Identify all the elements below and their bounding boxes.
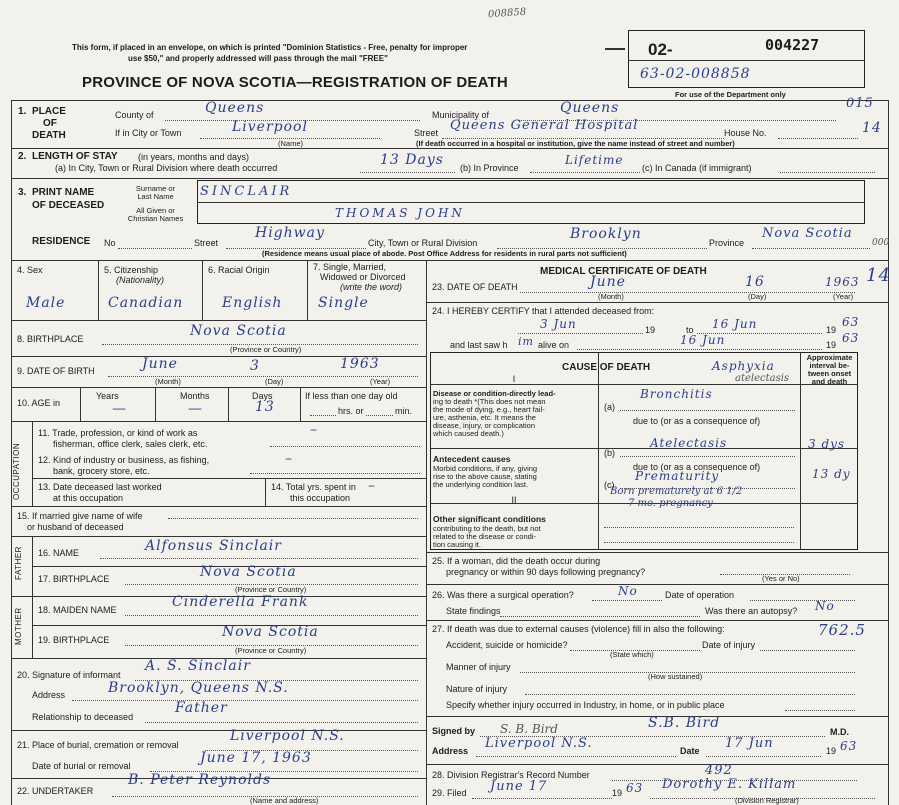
occ-14-dash: – <box>368 478 376 494</box>
disease-label-2: ing to death *(This does not mean <box>433 397 546 406</box>
approx-3: tween onset <box>807 369 852 378</box>
occ-13-label-1: 13. Date deceased last worked <box>38 482 162 492</box>
signed-by-label: Signed by <box>432 726 476 736</box>
burial-place-value: Liverpool N.S. <box>230 728 345 744</box>
stay-province-value: Lifetime <box>565 153 624 167</box>
attended-to: 16 Jun <box>712 317 758 331</box>
occ-14-label-1: 14. Total yrs. spent in <box>271 482 356 492</box>
other-sub-3: tion causing it. <box>433 540 481 549</box>
attended-from: 3 Jun <box>540 317 577 331</box>
cause-c-label: (c) <box>604 480 615 490</box>
surname-label-1: Surname or <box>135 184 176 193</box>
given-label-2: Christian Names <box>127 214 184 223</box>
alive-on-label: alive on <box>538 340 570 350</box>
res-no-label: No <box>104 238 116 248</box>
residence-title: RESIDENCE <box>32 236 91 247</box>
undertaker-sub: (Name and address) <box>250 796 319 805</box>
occ-11-label-1: 11. Trade, profession, or kind of work as <box>38 428 198 438</box>
operation-date-label: Date of operation <box>665 590 735 600</box>
cause-asphyxia: Asphyxia <box>712 359 775 373</box>
less-than-day-label: If less than one day old <box>305 391 398 401</box>
how-sustained-sub: (How sustained) <box>648 672 703 681</box>
dob-month-sub: (Month) <box>155 377 181 386</box>
house-no-label: House No. <box>724 128 767 138</box>
res-province-value: Nova Scotia <box>762 226 853 241</box>
house-no-value: 14 <box>862 120 882 136</box>
approx-2: interval be- <box>809 361 850 370</box>
filed-year: 63 <box>626 781 644 795</box>
cause-b-value: Atelectasis <box>650 436 728 450</box>
marital-value: Single <box>318 295 369 311</box>
municipality-value: Queens <box>560 100 620 116</box>
mother-name-label: 18. MAIDEN NAME <box>38 605 117 615</box>
citizenship-label: 5. Citizenship <box>104 265 159 275</box>
filed-19: 19 <box>612 788 623 798</box>
operation-label: 26. Was there a surgical operation? <box>432 590 574 600</box>
division-registrar-signature: Dorothy E. Killam <box>662 777 797 792</box>
father-name-label: 16. NAME <box>38 548 80 558</box>
disease-label-1: Disease or condition-directly lead- <box>433 389 556 398</box>
division-registrar-sub: (Division Registrar) <box>735 796 799 805</box>
res-city-label: City, Town or Rural Division <box>368 238 478 248</box>
other-sub-1: contributing to the death, but not <box>433 524 541 533</box>
marital-label-1: 7. Single, Married, <box>313 262 387 272</box>
pregnancy-label-1: 25. If a woman, did the death occur during <box>432 556 601 566</box>
physician-signature: S.B. Bird <box>648 715 721 731</box>
yes-no-sub: (Yes or No) <box>762 574 800 583</box>
manner-label: Manner of injury <box>446 662 511 672</box>
approx-4: and death <box>811 377 848 386</box>
municipality-label: Municipality of <box>432 110 490 120</box>
external-code: 762.5 <box>818 621 866 639</box>
date-of-death-label: 23. DATE OF DEATH <box>432 282 518 292</box>
dod-year-sub: (Year) <box>833 292 854 301</box>
father-birthplace-label: 17. BIRTHPLACE <box>38 574 110 584</box>
signed-by-print: S. B. Bird <box>500 722 558 736</box>
nature-label: Nature of injury <box>446 684 508 694</box>
racial-origin-value: English <box>222 295 283 311</box>
length-of-stay-sub: (in years, months and days) <box>138 152 250 162</box>
burial-date-value: June 17, 1963 <box>200 750 312 766</box>
dod-year: 1963 <box>825 275 860 289</box>
dod-day: 16 <box>745 274 765 290</box>
county-value: Queens <box>205 100 265 116</box>
disease-label-3: the mode of dying, e.g., heart fail- <box>433 405 545 414</box>
medical-cert-title: MEDICAL CERTIFICATE OF DEATH <box>540 266 707 277</box>
birthplace-label: 8. BIRTHPLACE <box>17 334 84 344</box>
burial-date-label: Date of burial or removal <box>32 761 131 771</box>
mother-birthplace-label: 19. BIRTHPLACE <box>38 635 110 645</box>
dod-day-sub: (Day) <box>748 292 767 301</box>
occ-12-label-2: bank, grocery store, etc. <box>53 466 150 476</box>
father-name-value: Alfonsus Sinclair <box>145 538 282 554</box>
place-of-death-title: PLACE <box>32 106 66 117</box>
stamp-top: 008858 <box>487 6 527 21</box>
disease-label-4: ure, asthenia, etc. It means the <box>433 413 536 422</box>
dob-day: 3 <box>250 358 260 374</box>
undertaker-label: 22. UNDERTAKER <box>17 786 94 796</box>
occ-12-dash: – <box>285 451 293 467</box>
min-label: min. <box>395 406 413 416</box>
informant-address-value: Brooklyn, Queens N.S. <box>108 680 289 696</box>
county-label: County of <box>115 110 154 120</box>
father-side-label: FATHER <box>14 546 23 580</box>
attended-to-19: 19 <box>826 325 837 335</box>
cause-of-death-title: CAUSE OF DEATH <box>562 362 651 373</box>
city-value: Liverpool <box>232 119 308 135</box>
cause-a-value: Bronchitis <box>640 387 713 401</box>
occ-13-label-2: at this occupation <box>53 493 124 503</box>
physician-address-label: Address <box>432 746 469 756</box>
form-title: PROVINCE OF NOVA SCOTIA—REGISTRATION OF DEATH <box>82 74 508 91</box>
dob-year: 1963 <box>340 356 380 372</box>
state-findings-label: State findings <box>446 606 501 616</box>
informant-address-label: Address <box>32 690 66 700</box>
city-label: If in City or Town <box>115 128 182 138</box>
occ-12-label-1: 12. Kind of industry or business, as fishing, <box>38 455 210 465</box>
cause-c-interval: 13 dy <box>812 467 851 481</box>
municipality-code: 015 <box>846 96 874 111</box>
occ-14-label-2: this occupation <box>290 493 351 503</box>
part-2-label: II <box>511 495 517 505</box>
citizenship-value: Canadian <box>108 295 184 311</box>
filed-label: 29. Filed <box>432 788 467 798</box>
external-causes-label: 27. If death was due to external causes (violence) fill in also the following: <box>432 624 725 634</box>
specify-label: Specify whether injury occurred in Industry, in home, or in public place <box>446 700 725 710</box>
last-saw-date: 16 Jun <box>680 333 726 347</box>
registrar-record-label: 28. Division Registrar's Record Number <box>432 770 590 780</box>
cause-b-interval: 3 dys <box>808 437 846 451</box>
dob-year-sub: (Year) <box>370 377 391 386</box>
stay-city-label: (a) In City, Town or Rural Division where death occurred <box>55 163 278 173</box>
burial-place-label: 21. Place of burial, cremation or removal <box>17 740 179 750</box>
birthplace-sub: (Province or Country) <box>230 345 302 354</box>
spouse-label-2: or husband of deceased <box>27 522 124 532</box>
print-name-title: PRINT NAME <box>32 187 95 198</box>
res-province-label: Province <box>709 238 745 248</box>
mother-birthplace-value: Nova Scotia <box>222 624 319 640</box>
place-of-death-death: DEATH <box>32 130 66 141</box>
attended-to-label: to <box>686 325 694 335</box>
s1-num: 1. <box>18 106 27 117</box>
dept-use-label: For use of the Department only <box>675 90 786 99</box>
cause-a-label: (a) <box>604 402 615 412</box>
s2-num: 2. <box>18 151 27 162</box>
length-of-stay-title: LENGTH OF STAY <box>32 151 118 162</box>
reg-prefix: 02- <box>648 40 673 59</box>
last-saw-label: and last saw h <box>450 340 508 350</box>
due-to-a: due to (or as a consequence of) <box>633 416 761 426</box>
other-cond-2: 7 mo. pregnancy <box>628 498 713 509</box>
surname-value: SINCLAIR <box>200 184 293 199</box>
residence-note: (Residence means usual place of abode. Post Office Address for residents in rural parts not sufficient) <box>262 249 627 258</box>
occ-11-label-2: fisherman, office clerk, sales clerk, etc. <box>53 439 208 449</box>
stay-city-value: 13 Days <box>380 152 444 168</box>
given-value: THOMAS JOHN <box>335 206 465 220</box>
disease-label-5: disease, injury, or complication <box>433 421 535 430</box>
notice-line-1: This form, if placed in an envelope, on which is printed "Dominion Statistics - Free, penalty for improper <box>72 43 468 52</box>
autopsy-value: No <box>815 599 835 613</box>
age-years-value: — <box>112 401 127 417</box>
res-street-value: Highway <box>255 225 325 241</box>
undertaker-value: B. Peter Reynolds <box>128 772 272 788</box>
other-cond-1: Born prematurely at 6 1/2 <box>610 486 743 497</box>
last-saw-him: im <box>518 335 534 348</box>
last-saw-19: 19 <box>826 340 837 350</box>
hospital-value: Queens General Hospital <box>450 118 639 133</box>
filed-value: June 17 <box>490 779 548 794</box>
sign-19: 19 <box>826 746 837 756</box>
s3-num: 3. <box>18 187 27 198</box>
spouse-label-1: 15. If married give name of wife <box>17 511 143 521</box>
occupation-side-label: OCCUPATION <box>12 442 21 500</box>
res-street-label: Street <box>194 238 219 248</box>
other-sub-2: related to the disease or condi- <box>433 532 536 541</box>
city-name-sub: (Name) <box>278 139 304 148</box>
antecedent-sub-2: rise to the above cause, stating <box>433 472 537 481</box>
sex-label: 4. Sex <box>17 265 43 275</box>
birthplace-value: Nova Scotia <box>190 323 287 339</box>
attended-from-19: 19 <box>645 325 656 335</box>
age-days-value: 13 <box>255 399 275 415</box>
age-days-label: Days <box>252 391 273 401</box>
approx-1: Approximate <box>806 353 853 362</box>
dob-day-sub: (Day) <box>265 377 284 386</box>
cause-atelectasis-small: atelectasis <box>735 373 790 384</box>
sex-value: Male <box>26 295 66 311</box>
mother-name-value: Cinderella Frank <box>172 594 309 610</box>
nationality-label: (Nationality) <box>116 275 165 285</box>
dob-month: June <box>142 356 178 372</box>
age-years-label: Years <box>96 391 119 401</box>
dod-month: June <box>590 274 626 290</box>
surname-label-2: Last Name <box>137 192 174 201</box>
racial-origin-label: 6. Racial Origin <box>208 265 270 275</box>
antecedent-sub-3: the underlying condition last. <box>433 480 529 489</box>
age-months-label: Months <box>180 391 210 401</box>
reg-handwritten: 63-02-008858 <box>640 66 751 82</box>
certify-label: 24. I HEREBY CERTIFY that I attended deceased from: <box>432 306 655 316</box>
dod-month-sub: (Month) <box>598 292 624 301</box>
relationship-label: Relationship to deceased <box>32 712 134 722</box>
other-cond-label: Other significant conditions <box>433 514 546 524</box>
mother-side-label: MOTHER <box>14 607 23 645</box>
mother-birthplace-sub: (Province or Country) <box>235 646 307 655</box>
stay-province-label: (b) In Province <box>460 163 519 173</box>
relationship-value: Father <box>175 700 228 716</box>
last-saw-year: 63 <box>842 331 860 345</box>
dod-code: 14 <box>866 265 891 286</box>
attended-to-year: 63 <box>842 315 860 329</box>
registrar-record-value: 492 <box>705 763 733 778</box>
autopsy-label: Was there an autopsy? <box>705 606 798 616</box>
father-birthplace-sub: (Province or Country) <box>235 585 307 594</box>
dob-label: 9. DATE OF BIRTH <box>17 366 95 376</box>
street-label: Street <box>414 128 439 138</box>
state-which-sub: (State which) <box>610 650 654 659</box>
due-to-b: due to (or as a consequence of) <box>633 462 761 472</box>
sign-year: 63 <box>840 739 858 753</box>
physician-address-value: Liverpool N.S. <box>485 736 593 751</box>
given-label-1: All Given or <box>136 206 175 215</box>
antecedent-sub-1: Morbid conditions, if any, giving <box>433 464 538 473</box>
cause-b-label: (b) <box>604 448 615 458</box>
age-months-value: — <box>188 401 203 417</box>
informant-label: 20. Signature of informant <box>17 670 121 680</box>
place-of-death-of: OF <box>43 118 57 129</box>
md-label: M.D. <box>830 727 849 737</box>
accident-label: Accident, suicide or homicide? <box>446 640 568 650</box>
of-deceased-title: OF DECEASED <box>32 200 105 211</box>
antecedent-label: Antecedent causes <box>433 454 511 464</box>
res-code: 000 <box>872 238 890 248</box>
occ-11-dash: – <box>310 422 318 438</box>
hrs-label: hrs. or <box>338 406 364 416</box>
marital-label-3: (write the word) <box>340 282 403 292</box>
stay-canada-label: (c) In Canada (if immigrant) <box>642 163 752 173</box>
part-1-label: I <box>512 374 516 384</box>
cause-c-value: Prematurity <box>635 469 720 483</box>
marital-label-2: Widowed or Divorced <box>320 272 406 282</box>
res-city-value: Brooklyn <box>570 226 642 242</box>
disease-label-6: which caused death.) <box>433 429 504 438</box>
informant-value: A. S. Sinclair <box>145 658 251 674</box>
pregnancy-label-2: pregnancy or within 90 days following pregnancy? <box>446 567 646 577</box>
reg-number: 004227 <box>765 36 820 54</box>
institution-note: (If death occurred in a hospital or institution, give the name instead of street and number) <box>416 139 735 148</box>
injury-date-label: Date of injury <box>702 640 756 650</box>
age-label: 10. AGE in <box>17 398 61 408</box>
father-birthplace-value: Nova Scotia <box>200 564 297 580</box>
notice-line-2: use $50," and properly addressed will pass through the mail "FREE" <box>128 54 388 63</box>
sign-date-value: 17 Jun <box>725 736 774 751</box>
sign-date-label: Date <box>680 746 700 756</box>
operation-value: No <box>618 584 638 598</box>
